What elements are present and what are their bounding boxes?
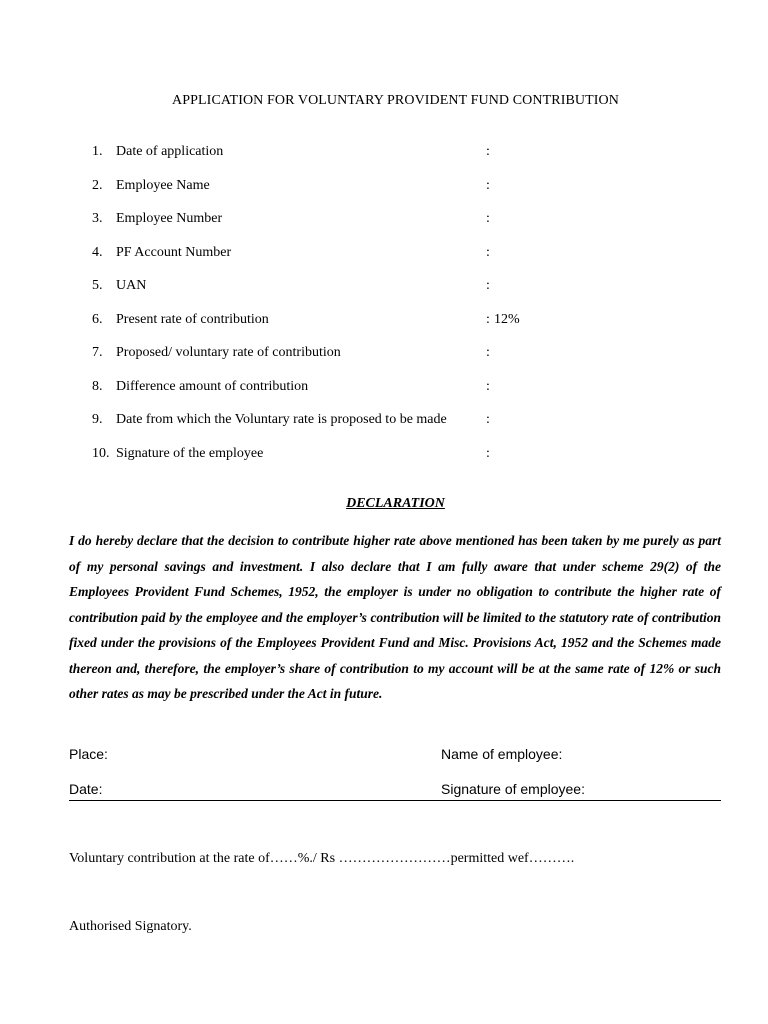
divider-rule — [69, 800, 721, 801]
field-colon: : — [486, 177, 490, 193]
field-number: 6. — [92, 311, 103, 327]
field-number: 4. — [92, 244, 103, 260]
field-label: Signature of the employee — [116, 445, 264, 461]
authorised-signatory: Authorised Signatory. — [69, 919, 192, 934]
signature-row-place — [69, 746, 721, 781]
employee-name-label: Name of employee: — [441, 746, 563, 762]
field-number: 1. — [92, 144, 103, 159]
declaration-text: I do hereby declare that the decision to contribute higher rate above mentioned has been taken by me purely as part of my personal savings and investment. I also declare that I am fully aware that under scheme 29(2) of the Employees Provident Fund Schemes, 1952, the employer is under no obligation to contribute the higher rate of contribution paid by the employee and the employer’s contribution will be limited to the statutory rate of contribution fixed under the provisions of the Employees Provident Fund and Misc. Provisions Act, 1952 and the Schemes made thereon and, therefore, the employer’s share of contribution to my account will be at the same rate of 12% or such other rates as may be prescribed under the Act in future. — [69, 533, 721, 701]
field-row — [92, 211, 652, 245]
field-colon: : — [486, 211, 490, 226]
field-number: 8. — [92, 378, 103, 394]
field-colon: : — [486, 144, 490, 159]
application-fields — [92, 144, 652, 479]
field-row — [92, 278, 652, 312]
signature-row-date — [69, 781, 721, 816]
declaration-heading: DECLARATION — [346, 496, 445, 511]
voluntary-contribution-line: Voluntary contribution at the rate of……%./ Rs ……………………permitted wef………. — [69, 851, 575, 866]
field-colon: : — [486, 412, 490, 427]
field-row — [92, 312, 652, 346]
field-label: PF Account Number — [116, 244, 232, 260]
field-row — [92, 412, 652, 446]
field-row — [92, 245, 652, 279]
place-label: Place: — [69, 746, 108, 762]
field-number: 5. — [92, 278, 103, 293]
field-colon: : — [486, 378, 490, 394]
field-label: Employee Number — [116, 211, 223, 226]
field-label: Proposed/ voluntary rate of contribution — [116, 345, 341, 360]
field-label: Present rate of contribution — [116, 311, 269, 327]
field-label: Difference amount of contribution — [116, 378, 309, 394]
field-row — [92, 345, 652, 379]
field-colon: : — [486, 445, 490, 461]
document-title: APPLICATION FOR VOLUNTARY PROVIDENT FUND CONTRIBUTION — [172, 93, 619, 108]
signature-block — [69, 746, 721, 816]
field-colon: : — [486, 244, 490, 260]
field-label: UAN — [116, 278, 147, 293]
date-label: Date: — [69, 781, 103, 797]
field-row — [92, 379, 652, 413]
field-number: 7. — [92, 345, 103, 360]
field-row — [92, 178, 652, 212]
field-label: Date from which the Voluntary rate is proposed to be made — [116, 412, 447, 427]
field-value: 12% — [494, 311, 520, 327]
field-row — [92, 446, 652, 480]
employee-signature-label: Signature of employee: — [441, 781, 585, 797]
field-colon: : — [486, 345, 490, 360]
field-label: Date of application — [116, 144, 224, 159]
field-number: 3. — [92, 211, 103, 226]
field-number: 2. — [92, 177, 103, 193]
field-row — [92, 144, 652, 178]
field-number: 9. — [92, 412, 103, 427]
field-label: Employee Name — [116, 177, 210, 193]
field-colon: : — [486, 278, 490, 293]
field-number: 10. — [92, 445, 110, 461]
field-colon: : — [486, 311, 490, 327]
